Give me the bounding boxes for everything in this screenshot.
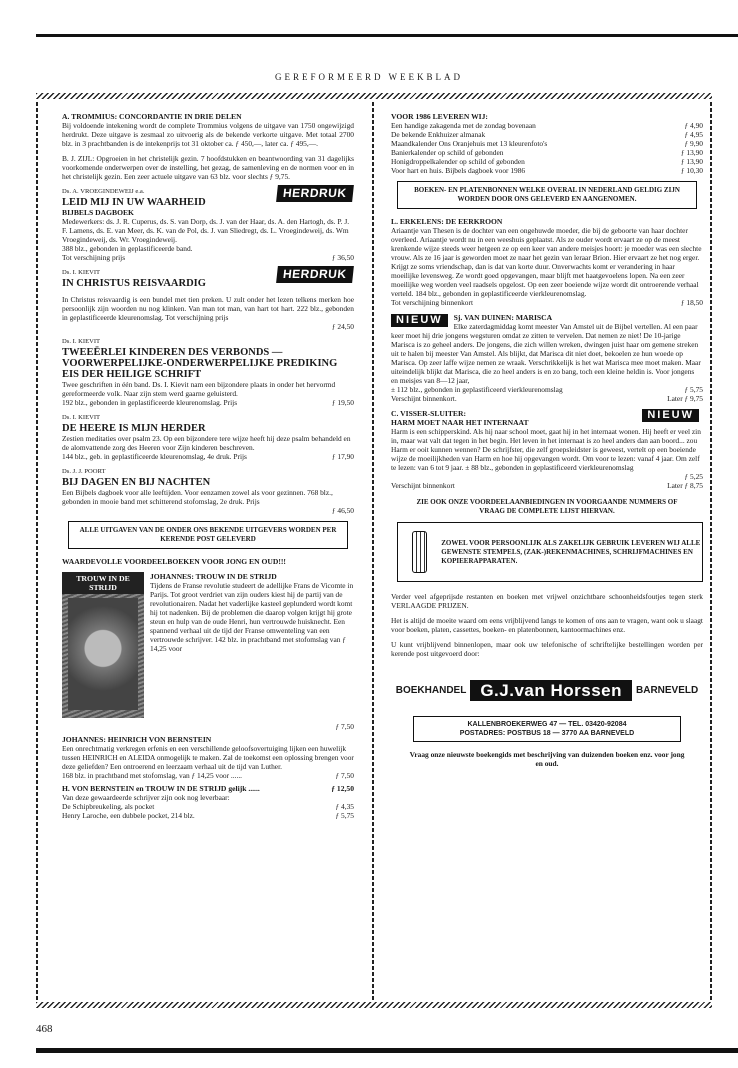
price-value: ƒ 36,50 — [331, 253, 354, 262]
bottom-border — [36, 1002, 712, 1008]
voordeel-heading: WAARDEVOLLE VOORDEELBOEKEN VOOR JONG EN OUD!!! — [62, 557, 286, 566]
calendar-item — [391, 130, 703, 139]
store-logo — [391, 668, 703, 712]
typewriter-icon — [412, 531, 427, 573]
street-address: KALLENBROEKERWEG 47 — TEL. 03420-92084 — [467, 721, 627, 728]
vroegindeweij-author: Ds. A. VROEGINDEWEIJ e.a. — [62, 188, 145, 195]
page-number: 468 — [36, 1023, 53, 1035]
price-value: ƒ 17,90 — [331, 452, 354, 461]
price-value: ƒ 19,50 — [331, 398, 354, 407]
pocket-title: De Schipbreukeling, als pocket — [62, 802, 155, 811]
price-value: ƒ 5,75 — [684, 385, 703, 394]
tweeerlei-text: Twee geschriften in één band. Ds. I. Kievit nam een bijzondere plaats in onder het hervormd gereformeerde volk. Naar zijn stem werd gaarne geluisterd. — [62, 380, 336, 398]
price-label: 192 blz., gebonden in geplastificeerde kleurenomslag. Prijs — [62, 398, 238, 407]
leid-mij-subtitle: BIJBELS DAGBOEK — [62, 208, 134, 217]
herdruk-badge-2: HERDRUK — [276, 266, 353, 283]
right-border — [710, 100, 712, 1000]
kievit-author-2: Ds. I. KIEVIT — [62, 338, 101, 345]
pocket-row-1 — [62, 802, 354, 811]
reisvaardig-title: IN CHRISTUS REISVAARDIG — [62, 278, 206, 289]
nieuw-badge: NIEUW — [391, 314, 448, 327]
kievit-author-3: Ds. I. KIEVIT — [62, 414, 101, 421]
bernstein-title: JOHANNES: HEINRICH VON BERNSTEIN — [62, 735, 212, 744]
eerkroon-price-row — [391, 298, 703, 307]
book-cover-illustration — [68, 598, 138, 710]
bernstein-text: Een onrechtmatig verkregen erfenis en een verschillende geloofsovertuiging lijken een huwelijk tussen HEINRICH en ALEIDA onmogelijk te maken. Zal de toekomst een oplossing brengen voor deze geliefden? Een ontroerend en leerzaam verhaal uit de tijd van Luther. — [62, 744, 354, 771]
calendar-item — [391, 157, 703, 166]
marisca-text: Elke zaterdagmiddag komt meester Van Amstel uit de Bijbel vertellen. Al een paar keer moet hij drie jongens wegsturen omdat ze zitten te vervelen. Dat nemen ze niet! De 10-jarige Marisca is zo geheel anders. De jongens, die zich willen wreken, dwingen juist haar om gemene streken uit te halen bij meester Van Amstel. Als blijkt, dat Marisca dit niet doet, bekoelen ze hun woede op Marisca. Op zeer laffe wijze nemen ze wraak. Verschrikkelijk is het wat Marisca mee moet maken. Maar uiteindelijk blijkt dat Marisca, die zo heel anders is en zo bang, toch een kleine heldin is. Voor jongens en meisjes van 8—12 jaar, — [391, 322, 701, 385]
calendar-item — [391, 148, 703, 157]
office-machines-box — [397, 522, 703, 582]
price-label: Verschijnt binnenkort. — [391, 394, 457, 403]
leid-mij-price-row — [62, 253, 354, 262]
price-value: ƒ 7,50 — [335, 722, 354, 731]
logo-right-text: BARNEVELD — [636, 684, 699, 696]
herder-title: DE HEERE IS MIJN HERDER — [62, 423, 206, 434]
price-value: ƒ 12,50 — [331, 784, 354, 793]
publishers-box: ALLE UITGAVEN VAN DE ONDER ONS BEKENDE UITGEVERS WORDEN PER KERENDE POST GELEVERD — [68, 521, 348, 549]
left-border — [36, 100, 38, 1000]
price-value: ƒ 24,50 — [331, 322, 354, 331]
trouw-price-row — [62, 722, 354, 731]
tweeerlei-price-row — [62, 398, 354, 407]
nieuw-badge-2: NIEUW — [642, 409, 699, 422]
item-price: ƒ 9,90 — [684, 139, 703, 148]
price-label: 144 blz., geb. in geplastificeerde kleurenomslag, 4e druk. Prijs — [62, 452, 247, 461]
poort-author: Ds. J. J. POORT — [62, 468, 106, 475]
item-price: ƒ 13,90 — [680, 148, 703, 157]
item-price: ƒ 13,90 — [680, 157, 703, 166]
column-divider — [372, 100, 374, 1000]
list-title: VOOR 1986 LEVEREN WIJ: — [391, 112, 488, 121]
item-price: ƒ 4,95 — [684, 130, 703, 139]
herder-text: Zestien meditaties over psalm 23. Op een bijzondere tere wijze heeft hij deze psalm behandeld en de alomvattende zorg des Heeren voor Zijn kinderen beschreven. — [62, 434, 351, 452]
internaat-price-row — [391, 472, 703, 481]
item-label: De bekende Enkhuizer almanak — [391, 130, 486, 139]
dagen-text: Een Bijbels dagboek voor alle leeftijden. Voor eenzamen zowel als voor gezinnen. 768 blz., gebonden in mooie band met schitterend stofomslag, 2e druk. Prijs — [62, 488, 333, 506]
top-border — [36, 93, 712, 99]
item-label: Honigdroppelkalender op schild of gebonden — [391, 157, 525, 166]
order-text: U kunt vrijblijvend binnenlopen, maar ook uw telefonische of schriftelijke bestellingen worden per kerende post uitgevoerd door: — [391, 640, 703, 658]
tweeerlei-title: TWEEËRLEI KINDEREN DES VERBONDS — VOORWERPELIJKE-ONDERWERPELIJKE PREDIKING EIS DER HEILIGE SCHRIFT — [62, 347, 338, 380]
leid-mij-title: LEID MIJ IN UW WAARHEID — [62, 197, 206, 208]
price-label: Tot verschijning prijs — [62, 253, 126, 262]
offers-notice: ZIE OOK ONZE VOORDEELAANBIEDINGEN IN VOORGAANDE NUMMERS OF VRAAG DE COMPLETE LIJST HIERVAN. — [416, 498, 678, 515]
reisvaardig-text: In Christus reisvaardig is een bundel met tien preken. U zult onder het lezen telkens merken hoe persoonlijk zijn woorden nu nog klinken. Van man tot man, van hart tot hart. 222 blz., gebonden in geplastificeerde kleurenomslag. Tot verschijning prijs — [62, 295, 354, 322]
trouw-title: JOHANNES: TROUW IN DE STRIJD — [150, 572, 277, 581]
bonnen-box: BOEKEN- EN PLATENBONNEN WELKE OVERAL IN NEDERLAND GELDIG ZIJN WORDEN DOOR ONS GELEVERD EN AANGENOMEN. — [397, 181, 697, 209]
item-label: Banierkalender op schild of gebonden — [391, 148, 504, 157]
postal-address: POSTADRES: POSTBUS 18 — 3770 AA BARNEVELD — [459, 730, 635, 737]
calendar-list — [391, 121, 703, 175]
combo-price-row — [62, 784, 354, 793]
reisvaardig-price-row — [62, 322, 354, 331]
price-label: 168 blz. in prachtband met stofomslag, van ƒ 14,25 voor ...... — [62, 771, 243, 780]
internaat-text: Harm is een schipperskind. Als hij naar school moet, gaat hij in het internaat wonen. Hij heeft er veel zin in, maar wat valt dat tegen in het begin. Het leven in het internaat is zo heel anders dan aan boord... zou Harm er ooit kunnen wennen? De schrijfster, die zelf groepsleidster is geweest, vertelt op een boeiende wijze de moeilijkheden van Harm en hoe hij opgevangen wordt. Om voor te lezen: vanaf 4 jaar. Om zelf te lezen: van 6 tot 9 jaar. ± 88 blz., gebonden in geplastificeerd vierkleurenomslag — [391, 427, 701, 472]
internaat-later-row — [391, 481, 703, 490]
marisca-later-row — [391, 394, 703, 403]
marisca-title: Sj. VAN DUINEN: MARISCA — [453, 313, 553, 322]
zijl-text: B. J. ZIJL: Opgroeien in het christelijk gezin. 7 hoofdstukken en beantwoording van 31 dagelijks voorkomende onderwerpen over de instelling, het gezag, de samenleving en de normen voor en in het christelijk gezin. Een zeer actuele uitgave van 63 blz. voor slechts ƒ 9,75. — [62, 154, 354, 181]
price-value: ƒ 5,25 — [684, 472, 703, 481]
combo-label: H. VON BERNSTEIN en TROUW IN DE STRIJD gelijk ...... — [62, 784, 260, 793]
price-label: ± 112 blz., gebonden in geplastificeerd vierkleurenomslag — [391, 385, 563, 394]
pocket-title: Henry Laroche, een dubbele pocket, 214 blz. — [62, 811, 195, 820]
logo-left-text: BOEKHANDEL — [395, 684, 467, 696]
herder-price-row — [62, 452, 354, 461]
item-label: Voor hart en huis. Bijbels dagboek voor 1986 — [391, 166, 526, 175]
pocket-row-2 — [62, 811, 354, 820]
right-column — [391, 112, 703, 768]
price-value: ƒ 46,50 — [331, 506, 354, 515]
trommius-text: Bij voldoende intekening wordt de complete Trommius volgens de uitgave van 1750 ongewijzigd herdrukt. Deze uitgave is zesmaal zo uitvoerig als de bekende verkorte uitgave. Met totaal 2700 blz. in 3 prachtbanden is de intekenprijs tot 31 oktober ca. ƒ 450,—, later ca. ƒ 495,—. — [62, 121, 354, 148]
top-rule — [36, 34, 738, 37]
restanten-text: Verder veel afgeprijsde restanten en boeken met vrijwel onzichtbare schoonheidsfoutjes tegen sterk VERLAAGDE PRIJZEN. — [391, 592, 703, 610]
price-value: Later ƒ 9,75 — [667, 394, 703, 403]
herdruk-badge: HERDRUK — [276, 185, 353, 202]
internaat-title: HARM MOET NAAR HET INTERNAAT — [391, 418, 529, 427]
trommius-title: A. TROMMIUS: CONCORDANTIE IN DRIE DELEN — [62, 112, 242, 121]
price-value: ƒ 18,50 — [680, 298, 703, 307]
leid-mij-text: Medewerkers: ds. J. R. Cuperus, ds. S. van Dorp, ds. J. van der Haar, ds. A. den Hartogh, ds. P. J. F. Lamens, ds. E. van Meer, ds. K. van de Pol, ds. J. van Sliedregt, ds. L. Vroegindeweij, ds. Wm Vroegindeweij, ds. Wr. Vroegindeweij. — [62, 217, 350, 244]
address-box — [413, 716, 681, 742]
price-value: ƒ 4,35 — [335, 802, 354, 811]
also-available-text: Van deze gewaardeerde schrijver zijn ook nog leverbaar: — [62, 793, 230, 802]
bottom-rule — [36, 1048, 738, 1053]
calendar-item — [391, 166, 703, 175]
price-value: ƒ 7,50 — [335, 771, 354, 780]
book-cover-image — [62, 572, 144, 718]
price-label: Tot verschijning binnenkort — [391, 298, 473, 307]
leid-mij-pages: 388 blz., gebonden in geplastificeerde band. — [62, 244, 193, 253]
dagen-title: BIJ DAGEN EN BIJ NACHTEN — [62, 477, 211, 488]
bernstein-price-row — [62, 771, 354, 780]
eerkroon-title: L. ERKELENS: DE EERKROON — [391, 217, 503, 226]
left-column — [62, 112, 354, 820]
item-label: Een handige zakagenda met de zondag bovenaan — [391, 121, 536, 130]
dagen-price-row — [62, 506, 354, 515]
calendar-item — [391, 139, 703, 148]
office-machines-text: ZOWEL VOOR PERSOONLIJK ALS ZAKELIJK GEBRUIK LEVEREN WIJ ALLE GEWENSTE STEMPELS, (ZAK-)REKENMACHINES, SCHRIJFMACHINES EN KOPIEERAPPARATEN. — [441, 538, 701, 565]
logo-name: G.J.van Horssen — [470, 680, 632, 701]
closing-text: Vraag onze nieuwste boekengids met beschrijving van duizenden boeken enz. voor jong en oud. — [409, 750, 685, 768]
page-header: GEREFORMEERD WEEKBLAD — [274, 72, 464, 82]
eerkroon-text: Ariaantje van Thesen is de dochter van een ongehuwde moeder, die bij de geboorte van haar dochter overleed. Ariaantje wordt nu in een weeshuis geplaatst. Als ze ouder wordt ervaart ze op de meest krenkende wijze steeds weer hetgeen ze op een keer van andere meisjes hoort: je moeder was een slechte vrouw. Als ze 16 jaar is geworden moet ze naar het gezin van leraar Brion. Hier ervaart ze het nog erger. Krijgt ze soms vriendschap, dan is dat van korte duur. Onverwachts komt er verandering in haar moeilijke levensweg. Ze wordt goed opgevangen, maar blijft met haatgevoelens lopen. Na een zeer moeilijke weg worden veel raadsels opgelost. Op een zeer boeiende wijze wordt dit ontroerende verhaal verteld. 184 blz., gebonden in geplastificeerde vierkleurenomslag. — [391, 226, 702, 298]
visit-text: Het is altijd de moeite waard om eens vrijblijvend langs te komen of ons aan te vragen, want ook u slaagt voor boeken, platen, cassettes, boeken- en platenbonnen, kantoormachines enz. — [391, 616, 703, 634]
book-cover-title: TROUW IN DE STRIJD — [62, 572, 144, 594]
trouw-text: Tijdens de Franse revolutie studeert de adellijke Frans de Vicomte in Parijs. Tot groot verdriet van zijn ouders kiest hij de partij van de revolutionairen. Nadat het vaderlijke kasteel geplunderd wordt komt hij tot nadenken. Bij de problemen die daarop volgen krijgt hij grote steun en hulp van de oude Henri, hun vertrouwde huisknecht. Een spannend verhaal uit de tijd der Franse omwenteling van een vertrouwde schrijver. 142 blz. in prachtband met stofomslag van ƒ 14,25 voor — [150, 581, 354, 653]
visser-author: C. VISSER-SLUITER: — [391, 409, 466, 418]
kievit-author-1: Ds. I. KIEVIT — [62, 269, 101, 276]
price-value: Later ƒ 8,75 — [667, 481, 703, 490]
item-price: ƒ 4,90 — [684, 121, 703, 130]
price-label: Verschijnt binnenkort — [391, 481, 455, 490]
item-label: Maandkalender Ons Oranjehuis met 13 kleurenfoto's — [391, 139, 548, 148]
calendar-item — [391, 121, 703, 130]
marisca-price-row — [391, 385, 703, 394]
price-value: ƒ 5,75 — [335, 811, 354, 820]
item-price: ƒ 10,30 — [680, 166, 703, 175]
